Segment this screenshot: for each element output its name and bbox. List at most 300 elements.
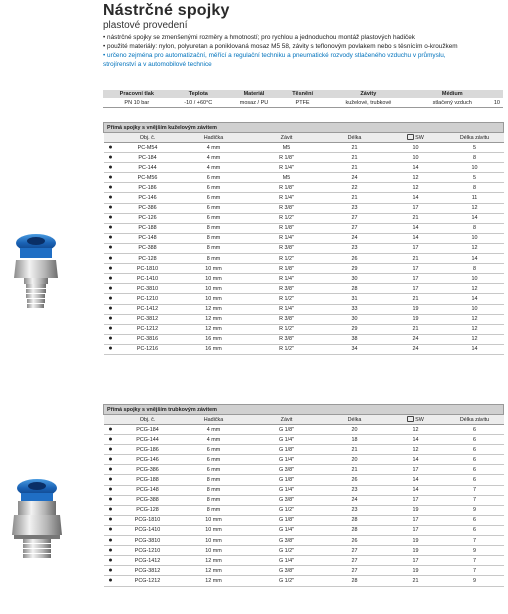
table-cell: PCG-386 bbox=[118, 465, 178, 475]
table-cell: 12 bbox=[446, 314, 504, 324]
table-cell: G 3/8" bbox=[250, 465, 324, 475]
table-cell: PC-1810 bbox=[118, 264, 178, 274]
table-cell: 12 bbox=[386, 173, 446, 183]
table-row bbox=[104, 425, 504, 435]
property-header: Médium bbox=[414, 90, 491, 98]
table-cell: 26 bbox=[324, 254, 386, 264]
table-cell: R 3/8" bbox=[250, 203, 324, 213]
table-cell: 14 bbox=[446, 294, 504, 304]
table-cell: PC-1212 bbox=[118, 324, 178, 334]
table-cell: 27 bbox=[324, 556, 386, 566]
property-header: Závity bbox=[323, 90, 414, 98]
table-cell: PC-M54 bbox=[118, 143, 178, 153]
availability-dot: ● bbox=[104, 173, 118, 183]
table-cell: R 1/8" bbox=[250, 223, 324, 233]
table-cell: PCG-1410 bbox=[118, 525, 178, 535]
table-cell: R 3/8" bbox=[250, 243, 324, 253]
table-cell: PC-1216 bbox=[118, 344, 178, 354]
table-cell: G 1/4" bbox=[250, 556, 324, 566]
table-cell: 12 bbox=[386, 425, 446, 435]
table-cell: PCG-1810 bbox=[118, 515, 178, 525]
table-row bbox=[104, 324, 504, 334]
table-cell: 10 mm bbox=[178, 525, 250, 535]
table-cell: 28 bbox=[324, 515, 386, 525]
availability-dot: ● bbox=[104, 495, 118, 505]
table-cell: G 1/8" bbox=[250, 515, 324, 525]
table-cell: PCG-144 bbox=[118, 435, 178, 445]
table-cell: G 3/8" bbox=[250, 536, 324, 546]
availability-dot: ● bbox=[104, 193, 118, 203]
table-cell: 29 bbox=[324, 324, 386, 334]
table-cell: 12 mm bbox=[178, 576, 250, 586]
table-cell: 10 mm bbox=[178, 515, 250, 525]
fitting-tapered-photo bbox=[6, 230, 66, 320]
availability-dot: ● bbox=[104, 344, 118, 354]
table-cell: 9 bbox=[446, 576, 504, 586]
table-cell: 21 bbox=[324, 193, 386, 203]
table-cell: R 1/2" bbox=[250, 213, 324, 223]
table-cell: 23 bbox=[324, 505, 386, 515]
table-cell: R 1/4" bbox=[250, 193, 324, 203]
table-row bbox=[104, 465, 504, 475]
table-cell: 19 bbox=[386, 314, 446, 324]
table-cell: G 1/4" bbox=[250, 485, 324, 495]
table-cell: PC-144 bbox=[118, 163, 178, 173]
table-cell: PCG-146 bbox=[118, 455, 178, 465]
table-cell: G 1/2" bbox=[250, 546, 324, 556]
column-header: Závit bbox=[250, 415, 324, 425]
table-cell: 21 bbox=[386, 324, 446, 334]
table-row bbox=[104, 435, 504, 445]
table-cell: 10 mm bbox=[178, 546, 250, 556]
table-cell: 10 bbox=[446, 304, 504, 314]
table-cell: 12 mm bbox=[178, 314, 250, 324]
availability-dot: ● bbox=[104, 455, 118, 465]
table-cell: PC-1210 bbox=[118, 294, 178, 304]
table-cell: 7 bbox=[446, 495, 504, 505]
table-row bbox=[104, 576, 504, 586]
column-header bbox=[104, 415, 118, 425]
table-cell: 14 bbox=[446, 213, 504, 223]
table-cell: G 1/8" bbox=[250, 425, 324, 435]
table-cell: 12 bbox=[446, 334, 504, 344]
table-cell: 10 bbox=[446, 233, 504, 243]
table-cell: R 3/8" bbox=[250, 334, 324, 344]
table-cell: R 1/4" bbox=[250, 233, 324, 243]
column-header: Hadička bbox=[178, 415, 250, 425]
table-cell: 19 bbox=[386, 566, 446, 576]
availability-dot: ● bbox=[104, 143, 118, 153]
table-cell: 23 bbox=[324, 203, 386, 213]
table-cell: 30 bbox=[324, 274, 386, 284]
column-header bbox=[386, 133, 446, 143]
table-cell: 10 bbox=[386, 143, 446, 153]
table-cell: 12 mm bbox=[178, 304, 250, 314]
table-cell: 6 bbox=[446, 515, 504, 525]
table-cell: 24 bbox=[386, 344, 446, 354]
table-cell: R 1/4" bbox=[250, 163, 324, 173]
table-cell: 10 bbox=[386, 153, 446, 163]
table-cell: PCG-186 bbox=[118, 445, 178, 455]
table-cell: G 1/4" bbox=[250, 525, 324, 535]
table-cell: G 1/8" bbox=[250, 475, 324, 485]
property-value: mosaz / PU bbox=[226, 98, 282, 108]
availability-dot: ● bbox=[104, 515, 118, 525]
table-cell: 21 bbox=[324, 153, 386, 163]
property-header: Pracovní tlak bbox=[103, 90, 171, 98]
table-cell: 16 mm bbox=[178, 334, 250, 344]
table-cell: 12 bbox=[446, 203, 504, 213]
column-header: Obj. č. bbox=[118, 133, 178, 143]
table-row bbox=[104, 203, 504, 213]
table-cell: 21 bbox=[386, 576, 446, 586]
table-cell: R 1/2" bbox=[250, 344, 324, 354]
table-cell: 8 bbox=[446, 153, 504, 163]
table-cell: 30 bbox=[324, 314, 386, 324]
table-cell: 12 mm bbox=[178, 324, 250, 334]
table-cell: 27 bbox=[324, 566, 386, 576]
table-cell: 27 bbox=[324, 223, 386, 233]
feature-bullet: • určeno zejména pro automatizační, měřící a regulační techniku a pneumatické rozvody stlačeného vzduchu v průmyslu, bbox=[103, 52, 446, 59]
table-cell: 21 bbox=[324, 143, 386, 153]
table-cell: 19 bbox=[386, 536, 446, 546]
table-cell: 4 mm bbox=[178, 163, 250, 173]
availability-dot: ● bbox=[104, 243, 118, 253]
property-value: 10 bbox=[491, 98, 503, 108]
property-header: Těsnění bbox=[282, 90, 323, 98]
table-cell: 8 bbox=[446, 264, 504, 274]
table-cell: R 1/2" bbox=[250, 254, 324, 264]
table-cell: 7 bbox=[446, 566, 504, 576]
table-row bbox=[104, 525, 504, 535]
table-cell: G 1/4" bbox=[250, 455, 324, 465]
table-cell: 31 bbox=[324, 294, 386, 304]
table-cell: PC-M56 bbox=[118, 173, 178, 183]
availability-dot: ● bbox=[104, 334, 118, 344]
table-cell: 21 bbox=[386, 213, 446, 223]
table-cell: 12 bbox=[386, 445, 446, 455]
table-row bbox=[104, 294, 504, 304]
table-cell: PCG-184 bbox=[118, 425, 178, 435]
table-cell: 17 bbox=[386, 274, 446, 284]
table-cell: R 1/4" bbox=[250, 304, 324, 314]
availability-dot: ● bbox=[104, 304, 118, 314]
table-cell: 8 mm bbox=[178, 505, 250, 515]
table-cell: 20 bbox=[324, 455, 386, 465]
table-cell: PCG-1212 bbox=[118, 576, 178, 586]
table-row bbox=[104, 546, 504, 556]
page-subtitle: plastové provedení bbox=[103, 20, 188, 31]
table-cell: 17 bbox=[386, 284, 446, 294]
table-cell: R 1/2" bbox=[250, 294, 324, 304]
table-row bbox=[104, 515, 504, 525]
table-cell: 21 bbox=[324, 445, 386, 455]
table-row bbox=[104, 264, 504, 274]
table-cell: R 1/2" bbox=[250, 324, 324, 334]
table-cell: 7 bbox=[446, 536, 504, 546]
column-header: Délka závitu bbox=[446, 133, 504, 143]
table-cell: 22 bbox=[324, 183, 386, 193]
table-cell: 19 bbox=[386, 546, 446, 556]
table-cell: 20 bbox=[324, 425, 386, 435]
table-cell: 10 mm bbox=[178, 536, 250, 546]
availability-dot: ● bbox=[104, 203, 118, 213]
table-cell: 6 mm bbox=[178, 455, 250, 465]
table-cell: 4 mm bbox=[178, 425, 250, 435]
column-header-label: SW bbox=[415, 134, 424, 141]
table-cell: R 1/8" bbox=[250, 153, 324, 163]
table-cell: 23 bbox=[324, 485, 386, 495]
column-header: Délka závitu bbox=[446, 415, 504, 425]
column-header bbox=[104, 133, 118, 143]
table-cell: 26 bbox=[324, 475, 386, 485]
table-cell: 6 mm bbox=[178, 183, 250, 193]
table-row bbox=[104, 274, 504, 284]
availability-dot: ● bbox=[104, 284, 118, 294]
availability-dot: ● bbox=[104, 324, 118, 334]
table-cell: PCG-188 bbox=[118, 475, 178, 485]
table-cell: 21 bbox=[324, 163, 386, 173]
table-cell: R 1/8" bbox=[250, 183, 324, 193]
availability-dot: ● bbox=[104, 254, 118, 264]
table-cell: PC-184 bbox=[118, 153, 178, 163]
property-value: PTFE bbox=[282, 98, 323, 108]
table-cell: PCG-1412 bbox=[118, 556, 178, 566]
table-cell: PCG-128 bbox=[118, 505, 178, 515]
table-row bbox=[104, 536, 504, 546]
properties-header-row bbox=[103, 90, 503, 98]
table-cell: 6 mm bbox=[178, 213, 250, 223]
table-caption: Přímá spojky s vnějším trubkovým závitem bbox=[104, 405, 504, 415]
availability-dot: ● bbox=[104, 475, 118, 485]
table-cell: 6 bbox=[446, 475, 504, 485]
feature-bullet: • nástrčné spojky se zmenšenými rozměry a hmotností; pro rychlou a jednoduchou montáž plastových hadiček bbox=[103, 34, 415, 41]
availability-dot: ● bbox=[104, 505, 118, 515]
table-cell: 14 bbox=[446, 344, 504, 354]
table-cell: 14 bbox=[386, 193, 446, 203]
table-cell: 17 bbox=[386, 556, 446, 566]
table-cell: 17 bbox=[386, 495, 446, 505]
table-cell: 8 bbox=[446, 183, 504, 193]
table-cell: 6 bbox=[446, 525, 504, 535]
table-cell: 6 mm bbox=[178, 445, 250, 455]
table-cell: 24 bbox=[386, 334, 446, 344]
table-cell: 14 bbox=[386, 455, 446, 465]
table-cell: R 3/8" bbox=[250, 314, 324, 324]
table-cell: 6 mm bbox=[178, 203, 250, 213]
table-row bbox=[104, 233, 504, 243]
table-cell: 10 mm bbox=[178, 274, 250, 284]
fitting-parallel-photo bbox=[6, 475, 68, 570]
column-header: Délka bbox=[324, 415, 386, 425]
table-cell: 17 bbox=[386, 515, 446, 525]
column-header: Závit bbox=[250, 133, 324, 143]
table-cell: PC-186 bbox=[118, 183, 178, 193]
table-cell: 27 bbox=[324, 213, 386, 223]
table-cell: 24 bbox=[324, 233, 386, 243]
availability-dot: ● bbox=[104, 465, 118, 475]
table-cell: 34 bbox=[324, 344, 386, 354]
table-row bbox=[104, 153, 504, 163]
table-cell: 16 mm bbox=[178, 344, 250, 354]
properties-value-row bbox=[103, 98, 503, 108]
availability-dot: ● bbox=[104, 163, 118, 173]
table-cell: G 1/4" bbox=[250, 435, 324, 445]
table-cell: PC-148 bbox=[118, 233, 178, 243]
table-cell: 4 mm bbox=[178, 153, 250, 163]
table-cell: 14 bbox=[386, 233, 446, 243]
table-row bbox=[104, 566, 504, 576]
property-header: Teplota bbox=[171, 90, 226, 98]
table-cell: 21 bbox=[324, 465, 386, 475]
availability-dot: ● bbox=[104, 213, 118, 223]
table-cell: R 3/8" bbox=[250, 284, 324, 294]
table-cell: 26 bbox=[324, 536, 386, 546]
availability-dot: ● bbox=[104, 525, 118, 535]
table-row bbox=[104, 475, 504, 485]
table-cell: 14 bbox=[446, 254, 504, 264]
table-cell: 10 mm bbox=[178, 264, 250, 274]
property-value: stlačený vzduch bbox=[414, 98, 491, 108]
table-row bbox=[104, 314, 504, 324]
table-row bbox=[104, 485, 504, 495]
table-parallel-thread bbox=[103, 404, 504, 587]
availability-dot: ● bbox=[104, 536, 118, 546]
availability-dot: ● bbox=[104, 546, 118, 556]
property-value: -10 / +60°C bbox=[171, 98, 226, 108]
table-cell: 17 bbox=[386, 243, 446, 253]
table-cell: PC-3816 bbox=[118, 334, 178, 344]
table-cell: 6 mm bbox=[178, 173, 250, 183]
table-cell: 7 bbox=[446, 485, 504, 495]
table-cell: 19 bbox=[386, 505, 446, 515]
table-row bbox=[104, 334, 504, 344]
table-cell: 6 bbox=[446, 445, 504, 455]
table-cell: 28 bbox=[324, 284, 386, 294]
column-header: Hadička bbox=[178, 133, 250, 143]
property-value: PN 10 bar bbox=[103, 98, 171, 108]
page-title: Nástrčné spojky bbox=[103, 2, 230, 19]
table-cell: 18 bbox=[324, 435, 386, 445]
table-cell: 17 bbox=[386, 203, 446, 213]
table-caption: Přímá spojky s vnějším kuželovým závitem bbox=[104, 123, 504, 133]
availability-dot: ● bbox=[104, 223, 118, 233]
availability-dot: ● bbox=[104, 556, 118, 566]
table-row bbox=[104, 284, 504, 294]
table-cell: PC-3810 bbox=[118, 284, 178, 294]
table-cell: 23 bbox=[324, 243, 386, 253]
table-row bbox=[104, 143, 504, 153]
availability-dot: ● bbox=[104, 233, 118, 243]
table-header-row bbox=[104, 133, 504, 143]
table-cell: 10 mm bbox=[178, 294, 250, 304]
table-cell: 17 bbox=[386, 525, 446, 535]
table-cell: 17 bbox=[386, 264, 446, 274]
availability-dot: ● bbox=[104, 435, 118, 445]
table-cell: M5 bbox=[250, 173, 324, 183]
availability-dot: ● bbox=[104, 314, 118, 324]
column-header: Obj. č. bbox=[118, 415, 178, 425]
table-cell: R 1/8" bbox=[250, 264, 324, 274]
availability-dot: ● bbox=[104, 153, 118, 163]
table-cell: 14 bbox=[386, 475, 446, 485]
table-cell: 12 bbox=[386, 183, 446, 193]
availability-dot: ● bbox=[104, 576, 118, 586]
table-cell: PC-146 bbox=[118, 193, 178, 203]
table-row bbox=[104, 243, 504, 253]
table-row bbox=[104, 556, 504, 566]
table-row bbox=[104, 445, 504, 455]
table-cell: 4 mm bbox=[178, 143, 250, 153]
table-cell: G 1/8" bbox=[250, 445, 324, 455]
availability-dot: ● bbox=[104, 294, 118, 304]
table-row bbox=[104, 173, 504, 183]
availability-dot: ● bbox=[104, 183, 118, 193]
table-cell: 28 bbox=[324, 576, 386, 586]
table-cell: 24 bbox=[324, 495, 386, 505]
table-cell: 14 bbox=[386, 163, 446, 173]
table-cell: PCG-1210 bbox=[118, 546, 178, 556]
table-cell: 17 bbox=[386, 465, 446, 475]
table-header-row bbox=[104, 415, 504, 425]
table-cell: 33 bbox=[324, 304, 386, 314]
availability-dot: ● bbox=[104, 445, 118, 455]
column-header bbox=[386, 415, 446, 425]
table-cell: 11 bbox=[446, 193, 504, 203]
feature-bullet: • použité materiály: nylon, polyuretan a poniklovaná mosaz M5 58, závity s teflonovým povlakem nebo s těsnícím o-kroužkem bbox=[103, 43, 458, 50]
table-cell: 7 bbox=[446, 556, 504, 566]
table-cell: 5 bbox=[446, 143, 504, 153]
table-cell: 8 mm bbox=[178, 223, 250, 233]
table-cell: 6 bbox=[446, 435, 504, 445]
table-row bbox=[104, 213, 504, 223]
table-cell: 6 mm bbox=[178, 193, 250, 203]
table-cell: PCG-148 bbox=[118, 485, 178, 495]
table-cell: 14 bbox=[386, 435, 446, 445]
table-row bbox=[104, 183, 504, 193]
table-row bbox=[104, 223, 504, 233]
table-row bbox=[104, 344, 504, 354]
table-row bbox=[104, 254, 504, 264]
hex-wrench-icon bbox=[407, 416, 414, 422]
feature-bullet: strojírenství a v automobilové technice bbox=[103, 61, 212, 68]
table-row bbox=[104, 505, 504, 515]
table-cell: 6 bbox=[446, 465, 504, 475]
table-cell: PC-126 bbox=[118, 213, 178, 223]
table-row bbox=[104, 455, 504, 465]
column-header-label: SW bbox=[415, 416, 424, 423]
table-cell: 10 bbox=[446, 163, 504, 173]
property-header: Materiál bbox=[226, 90, 282, 98]
table-cell: 6 bbox=[446, 425, 504, 435]
table-cell: 10 mm bbox=[178, 284, 250, 294]
table-cell: 12 bbox=[446, 284, 504, 294]
table-cell: 27 bbox=[324, 546, 386, 556]
table-cell: G 3/8" bbox=[250, 495, 324, 505]
table-row bbox=[104, 304, 504, 314]
table-cell: R 1/4" bbox=[250, 274, 324, 284]
column-header: Délka bbox=[324, 133, 386, 143]
feature-list bbox=[103, 33, 503, 69]
table-cell: 8 mm bbox=[178, 254, 250, 264]
table-cell: 8 mm bbox=[178, 233, 250, 243]
table-cell: 21 bbox=[386, 254, 446, 264]
table-cell: 8 mm bbox=[178, 485, 250, 495]
table-cell: 6 mm bbox=[178, 465, 250, 475]
table-cell: 38 bbox=[324, 334, 386, 344]
table-cell: 10 bbox=[446, 274, 504, 284]
table-cell: G 3/8" bbox=[250, 566, 324, 576]
